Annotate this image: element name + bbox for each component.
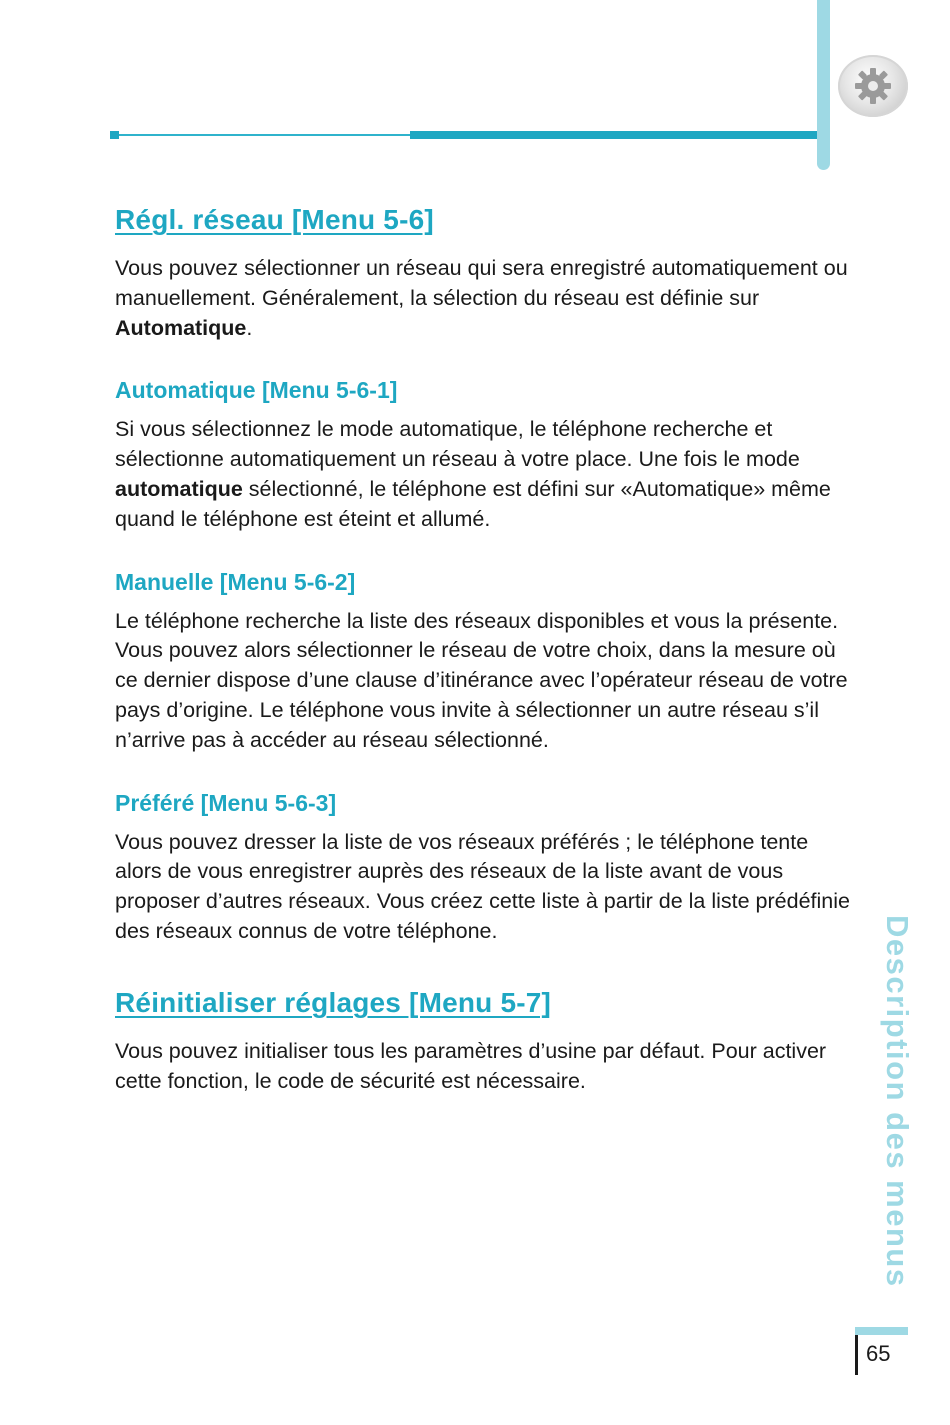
subsection-title-automatic: Automatique [Menu 5-6-1] xyxy=(115,377,398,404)
text-run: . xyxy=(246,315,253,340)
top-tab-decoration xyxy=(817,0,830,170)
section-title-network: Régl. réseau [Menu 5-6] xyxy=(115,204,434,235)
page-number-bar xyxy=(855,1327,908,1335)
subsection-text-automatic xyxy=(115,415,860,534)
bold-term: automatique xyxy=(115,476,243,501)
page-content xyxy=(115,200,860,1096)
gear-glyph-icon xyxy=(853,66,893,106)
section-text-network xyxy=(115,254,860,343)
header-rule-thick xyxy=(410,131,817,139)
section-title-reset: Réinitialiser réglages [Menu 5-7] xyxy=(115,986,552,1018)
subsection-title-manual: Manuelle [Menu 5-6-2] xyxy=(115,568,356,595)
page-number-divider xyxy=(855,1335,858,1375)
section-text-reset: Vous pouvez initialiser tous les paramètres d’usine par défaut. Pour activer cette fonction, le code de sécurité est nécessaire. xyxy=(115,1038,827,1093)
text-run: sélectionné, le téléphone est défini sur «Automatique» même quand le téléphone est éteint et allumé. xyxy=(115,476,831,531)
subsection-text-preferred: Vous pouvez dresser la liste de vos réseaux préférés ; le téléphone tente alors de vous enregistrer auprès des réseaux de la liste avant de vous proposer d’autres réseaux. Vous créez cette liste à partir de la liste prédéfinie des réseaux connus de votre téléphone. xyxy=(115,829,850,943)
page-number: 65 xyxy=(866,1341,891,1366)
subsection-title-preferred: Préféré [Menu 5-6-3] xyxy=(115,789,337,816)
side-section-label: Description des menus xyxy=(880,915,915,1288)
text-run: Vous pouvez sélectionner un réseau qui sera enregistré automatiquement ou manuellement. Généralement, la sélection du réseau est définie sur xyxy=(115,256,848,310)
bold-term: Automatique xyxy=(115,315,247,340)
header-rule-thin xyxy=(112,134,412,136)
subsection-text-manual: Le téléphone recherche la liste des réseaux disponibles et vous la présente. Vous pouvez alors sélectionner le réseau de votre choix, dans la mesure où ce dernier dispose d’une clause d’itinérance avec l’opérateur réseau de votre pays d’origine. Le téléphone vous invite à sélectionner un autre réseau s’il n’arrive pas à accéder au réseau sélectionné. xyxy=(115,608,848,752)
settings-gear-icon xyxy=(838,55,908,117)
text-run: Si vous sélectionnez le mode automatique, le téléphone recherche et sélectionne automatiquement un réseau à votre place. Une fois le mode xyxy=(115,417,800,472)
header-rule-marker xyxy=(110,131,119,139)
